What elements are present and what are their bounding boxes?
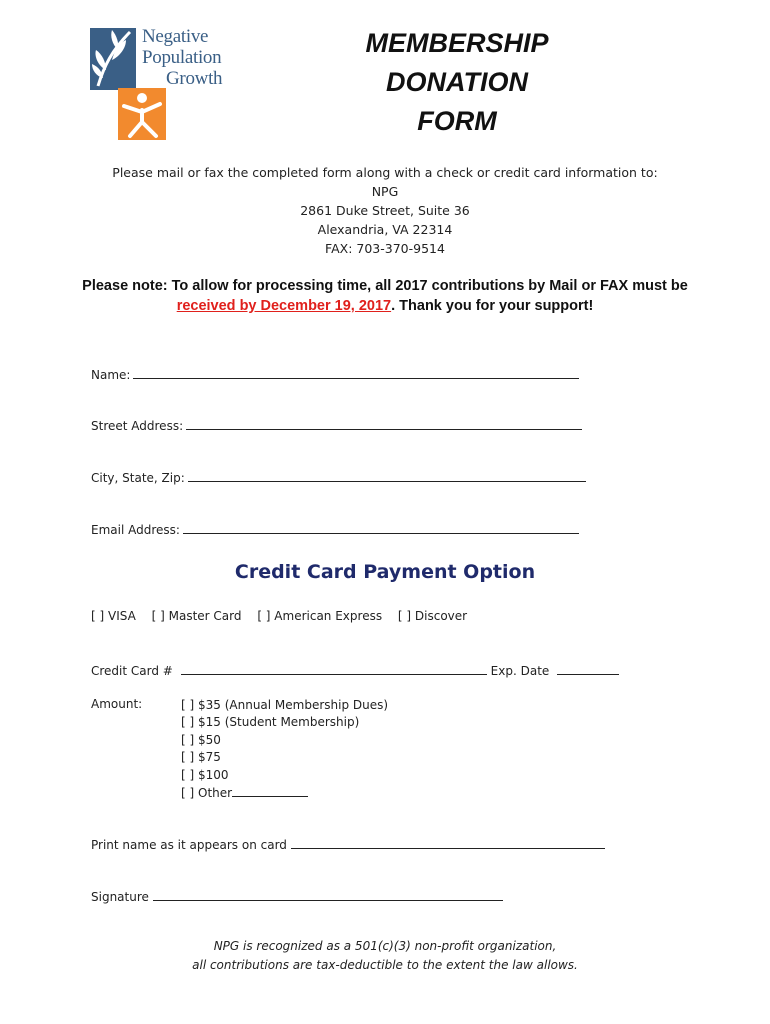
note-part-2: . Thank you for your support! [391,298,594,314]
logo-line-3: Growth [166,68,223,89]
footer-line-2: all contributions are tax-deductible to the extent the law allows. [192,958,578,972]
npg-logo [90,26,240,140]
amount-option-75[interactable]: [ ] $75 [181,750,221,765]
card-option-amex[interactable]: [ ] American Express [257,609,383,623]
amount-option-15[interactable]: [ ] $15 (Student Membership) [181,715,360,730]
mailing-city: Alexandria, VA 22314 [317,222,453,237]
city-label: City, State, Zip: [91,471,185,485]
logo-line-1: Negative [142,26,209,47]
title-line-2: DONATION [386,67,528,97]
name-label: Name: [91,368,131,382]
name-field [91,366,579,382]
logo-wordmark [142,26,242,89]
amount-option-50[interactable]: [ ] $50 [181,732,221,747]
email-label: Email Address: [91,523,180,537]
amount-label: Amount: [91,697,143,711]
print-name-input-line[interactable] [291,836,605,849]
signature-input-line[interactable] [153,888,503,901]
street-field [91,417,582,433]
print-name-label: Print name as it appears on card [91,838,287,852]
amount-option-100[interactable]: [ ] $100 [181,767,229,782]
street-input-line[interactable] [186,417,582,430]
city-input-line[interactable] [188,469,586,482]
exp-date-label: Exp. Date [490,664,550,678]
mailing-street: 2861 Duke Street, Suite 36 [300,203,470,218]
card-option-visa[interactable]: [ ] VISA [91,609,136,623]
card-option-discover[interactable]: [ ] Discover [397,609,468,623]
street-label: Street Address: [91,419,184,433]
mailing-org: NPG [371,184,399,199]
signature-field [91,888,503,904]
card-number-label: Credit Card # [91,664,173,678]
card-number-field [91,662,619,678]
payment-section-title: Credit Card Payment Option [234,561,536,583]
title-line-1: MEMBERSHIP [365,28,549,58]
exp-date-input-line[interactable] [557,662,619,675]
card-type-options [91,609,479,623]
mailing-fax: FAX: 703-370-9514 [325,241,445,256]
email-field [91,521,579,537]
note-part-1: Please note: To allow for processing time, all 2017 contributions by Mail or FAX must be [82,278,688,294]
title-line-3: FORM [417,106,497,136]
name-input-line[interactable] [133,366,579,379]
mailing-instructions [0,163,770,258]
print-name-field [91,836,605,852]
page-title [330,24,584,141]
tax-footer [0,937,770,975]
logo-line-2: Population [142,47,222,68]
amount-option-35[interactable]: [ ] $35 (Annual Membership Dues) [181,698,389,712]
amount-other-input-line[interactable] [232,784,308,797]
processing-note [60,276,710,316]
amount-option-other[interactable] [181,784,388,802]
city-field [91,469,586,485]
card-number-input-line[interactable] [181,662,487,675]
footer-line-1: NPG is recognized as a 501(c)(3) non-profit organization, [213,939,557,953]
email-input-line[interactable] [183,521,579,534]
signature-label: Signature [91,890,149,904]
amount-options [181,697,388,802]
amount-other-label: [ ] Other [181,786,233,801]
note-deadline: received by December 19, 2017 [176,298,392,314]
card-option-mastercard[interactable]: [ ] Master Card [151,609,242,623]
mailing-intro: Please mail or fax the completed form along with a check or credit card information to: [112,165,658,180]
